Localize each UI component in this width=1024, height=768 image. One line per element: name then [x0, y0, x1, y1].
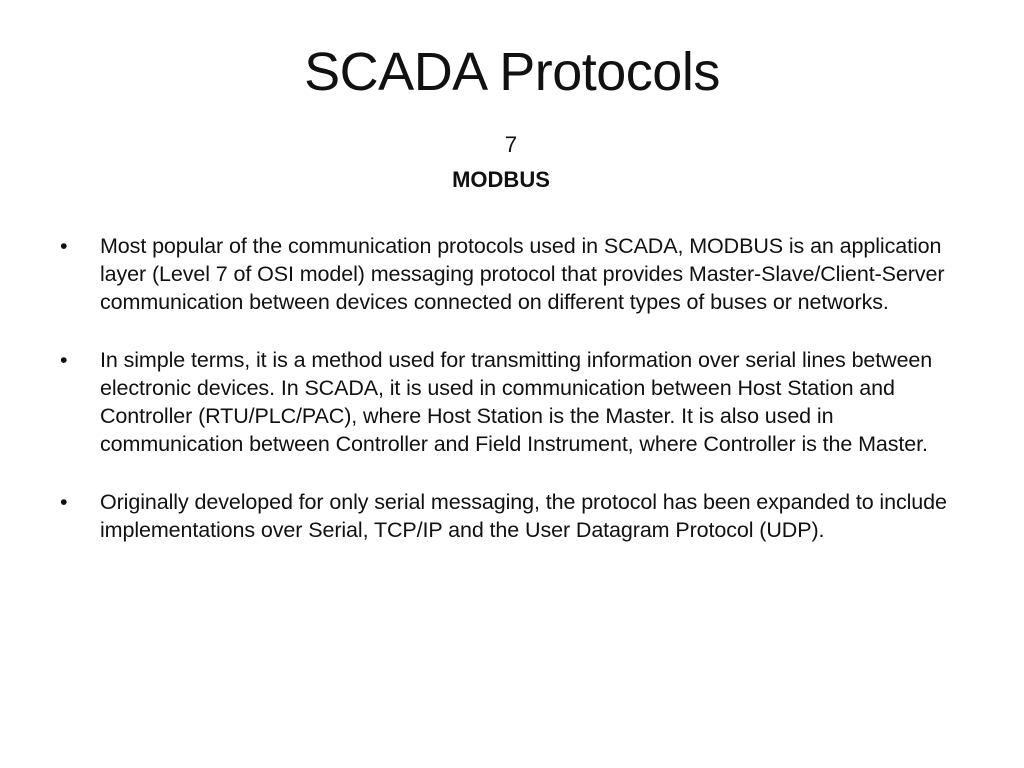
bullet-item	[60, 488, 960, 544]
bullet-item	[60, 232, 960, 316]
slide-title: SCADA Protocols	[304, 42, 720, 102]
bullet-dot-icon: •	[60, 348, 68, 372]
slide-number: 7	[504, 132, 518, 157]
slide-subtitle: MODBUS	[452, 167, 550, 192]
bullet-dot-icon: •	[60, 234, 68, 258]
bullet-text: Most popular of the communication protocols used in SCADA, MODBUS is an application layer (Level 7 of OSI model) messaging protocol that provides Master-Slave/Client-Server communication between devices connected on different types of buses or networks.	[100, 234, 945, 314]
bullet-list	[60, 232, 960, 574]
bullet-dot-icon: •	[60, 490, 68, 514]
bullet-item	[60, 346, 960, 458]
bullet-text: Originally developed for only serial messaging, the protocol has been expanded to include implementations over Serial, TCP/IP and the User Datagram Protocol (UDP).	[100, 490, 947, 542]
bullet-text: In simple terms, it is a method used for transmitting information over serial lines between electronic devices. In SCADA, it is used in communication between Host Station and Controller (RTU/PLC/PAC), where Host Station is the Master. It is also used in communication between Controller and Field Instrument, where Controller is the Master.	[100, 348, 933, 456]
